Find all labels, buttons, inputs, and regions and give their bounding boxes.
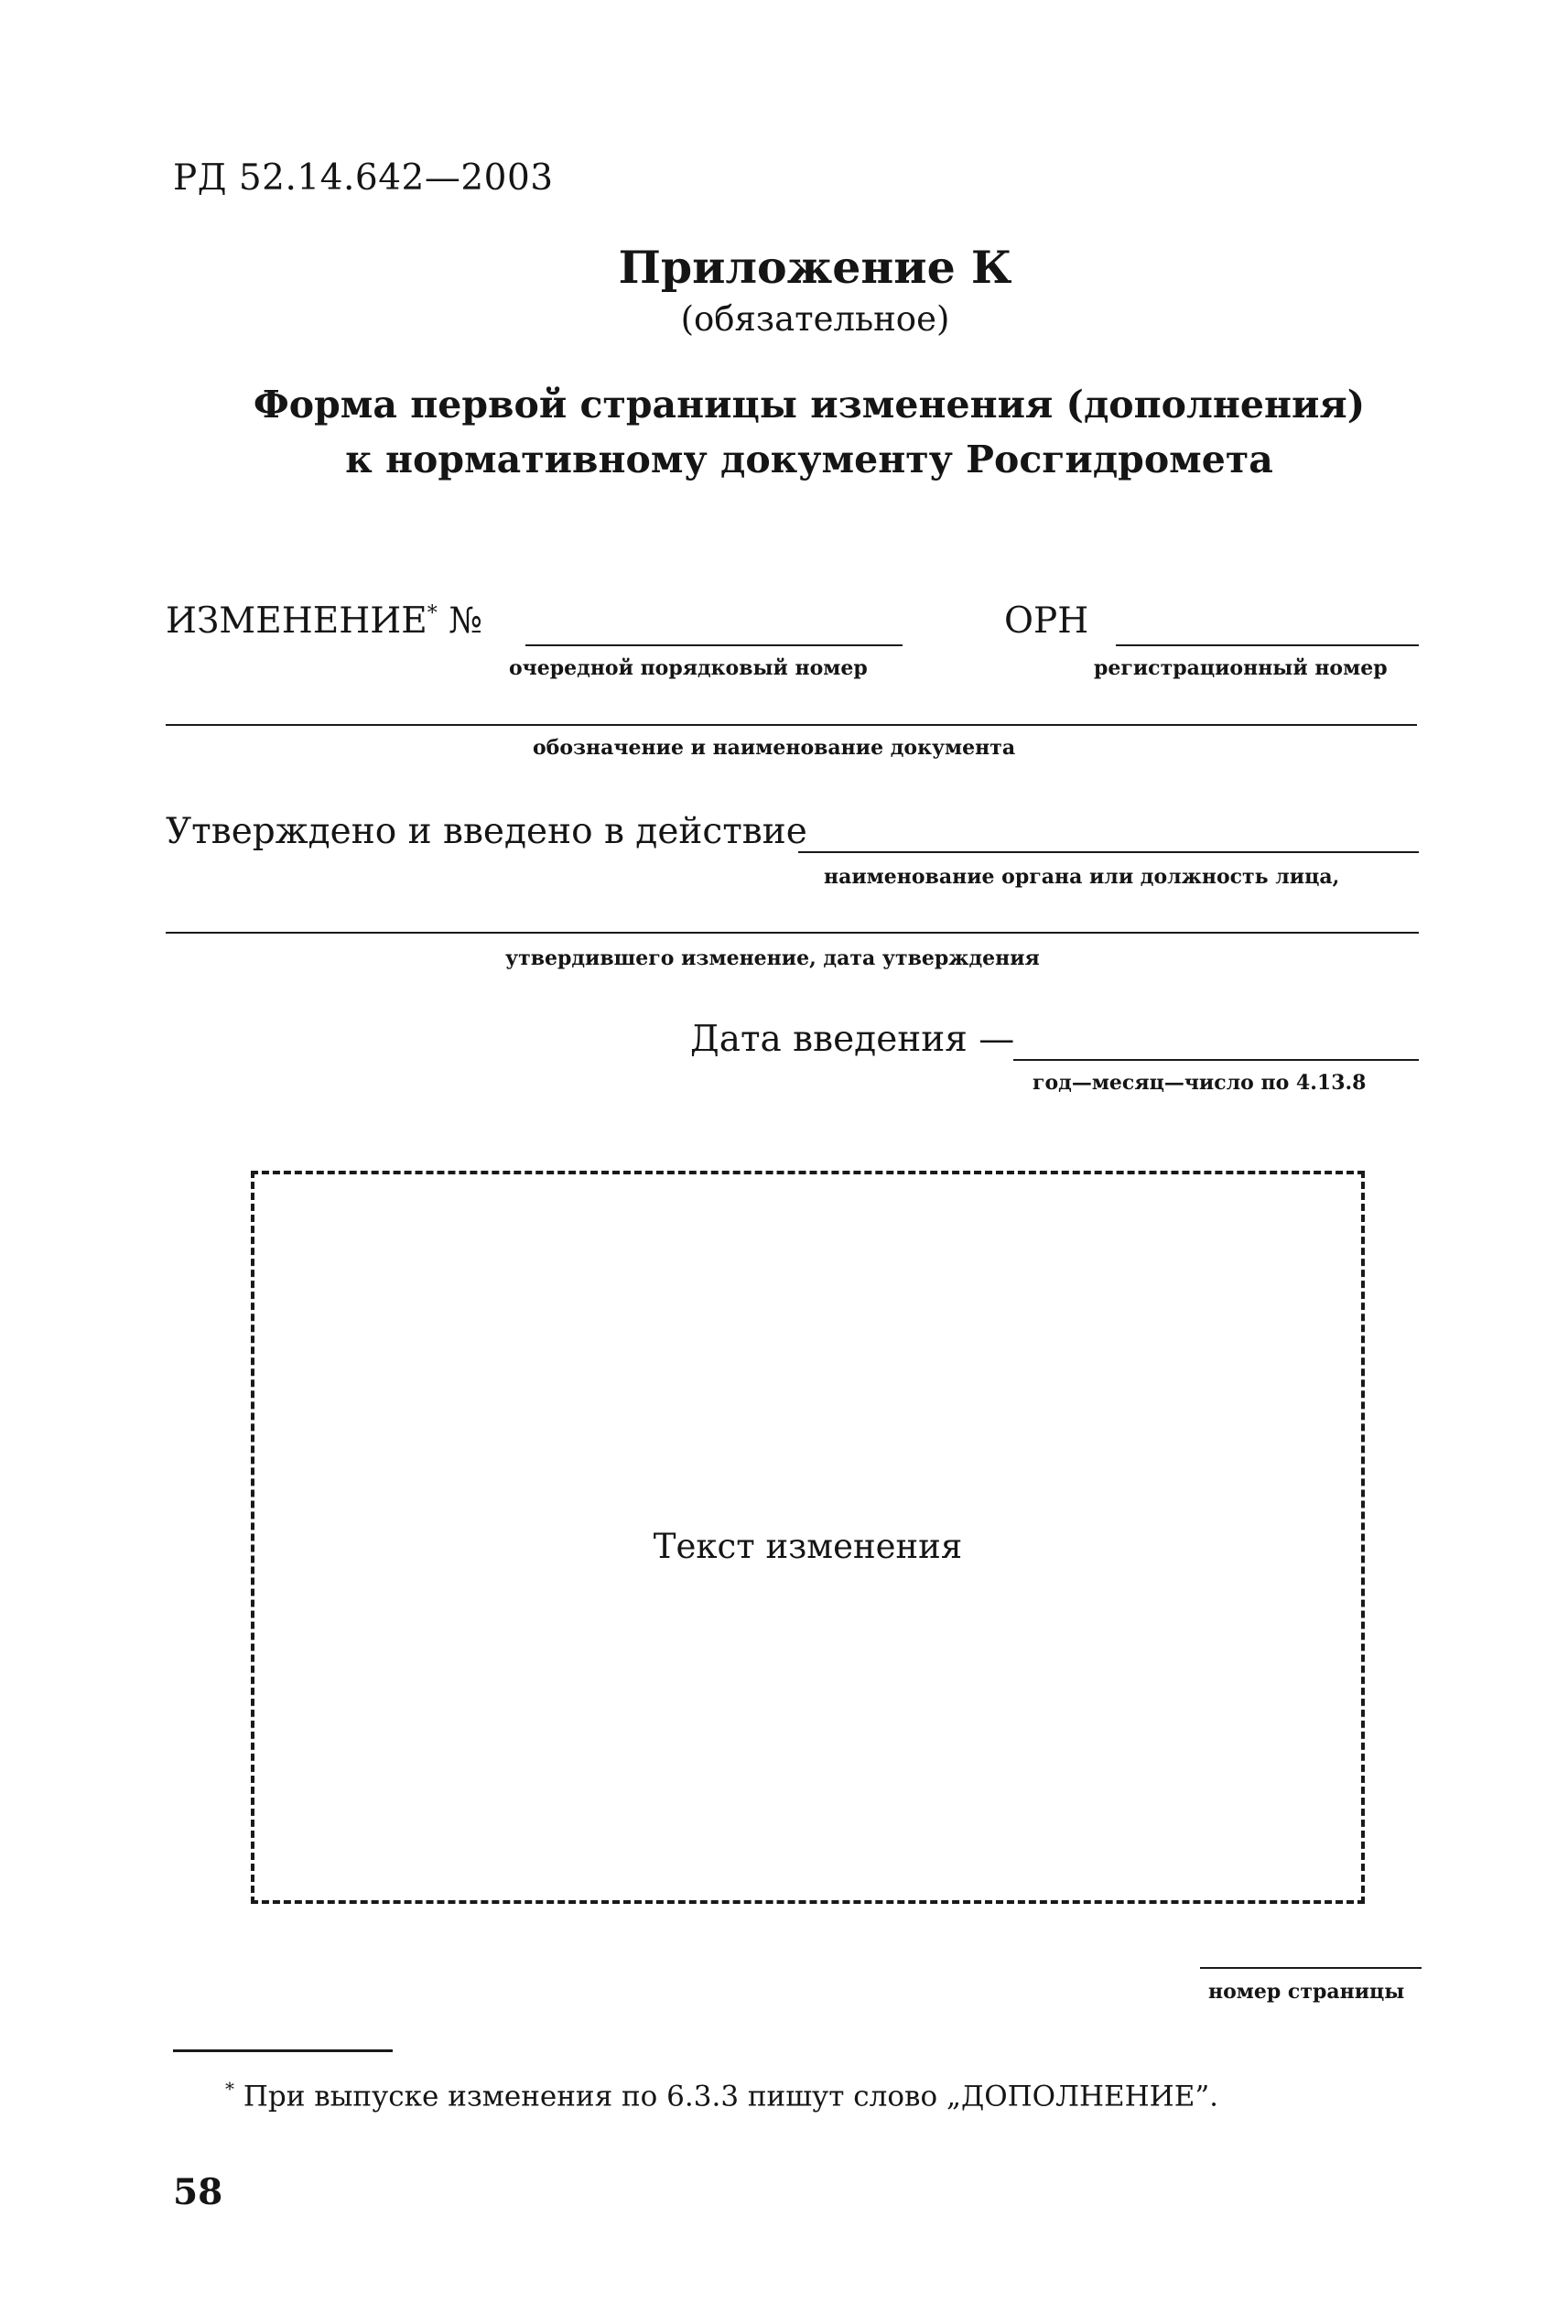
appendix-title: Приложение К bbox=[618, 241, 1012, 294]
change-footnote-mark: * bbox=[427, 602, 438, 625]
change-number-caption: очередной порядковый номер bbox=[509, 656, 868, 680]
appendix-status: (обязательное) bbox=[680, 299, 950, 339]
approved-label: Утверждено и введено в действие bbox=[166, 811, 807, 852]
number-sign: № bbox=[449, 600, 482, 642]
footnote-text: При выпуске изменения по 6.3.3 пишут слово „ДОПОЛНЕНИЕ”. bbox=[234, 2080, 1219, 2113]
change-text-placeholder: Текст изменения bbox=[653, 1527, 963, 1566]
orn-label: ОРН bbox=[1004, 600, 1089, 642]
page-number: 58 bbox=[173, 2171, 223, 2213]
effective-date-caption: год—месяц—число по 4.13.8 bbox=[1033, 1071, 1367, 1095]
form-title-line1: Форма первой страницы изменения (дополнения) bbox=[253, 383, 1366, 427]
approved-by-caption2: утвердившего изменение, дата утверждения bbox=[505, 946, 1040, 970]
orn-number-field[interactable] bbox=[1116, 644, 1419, 646]
effective-date-field[interactable] bbox=[1013, 1059, 1419, 1061]
page-number-caption: номер страницы bbox=[1208, 1980, 1405, 2004]
approved-by-caption: наименование органа или должность лица, bbox=[824, 865, 1340, 889]
change-label-text: ИЗМЕНЕНИЕ bbox=[166, 600, 427, 642]
document-designation-field[interactable] bbox=[166, 724, 1417, 726]
form-title-line2: к нормативному документу Росгидромета bbox=[345, 438, 1273, 481]
document-designation-caption: обозначение и наименование документа bbox=[533, 736, 1016, 760]
approved-by-field-line2[interactable] bbox=[166, 932, 1419, 934]
change-label bbox=[166, 600, 482, 642]
footnote-separator bbox=[173, 2049, 393, 2052]
document-code: РД 52.14.642—2003 bbox=[173, 157, 554, 199]
page-number-field[interactable] bbox=[1200, 1967, 1422, 1969]
footnote-mark: * bbox=[225, 2078, 234, 2100]
footnote bbox=[225, 2078, 1218, 2113]
orn-number-caption: регистрационный номер bbox=[1094, 656, 1388, 680]
change-number-field[interactable] bbox=[525, 644, 903, 646]
effective-date-label: Дата введения — bbox=[690, 1019, 1015, 1060]
approved-by-field[interactable] bbox=[798, 851, 1419, 853]
